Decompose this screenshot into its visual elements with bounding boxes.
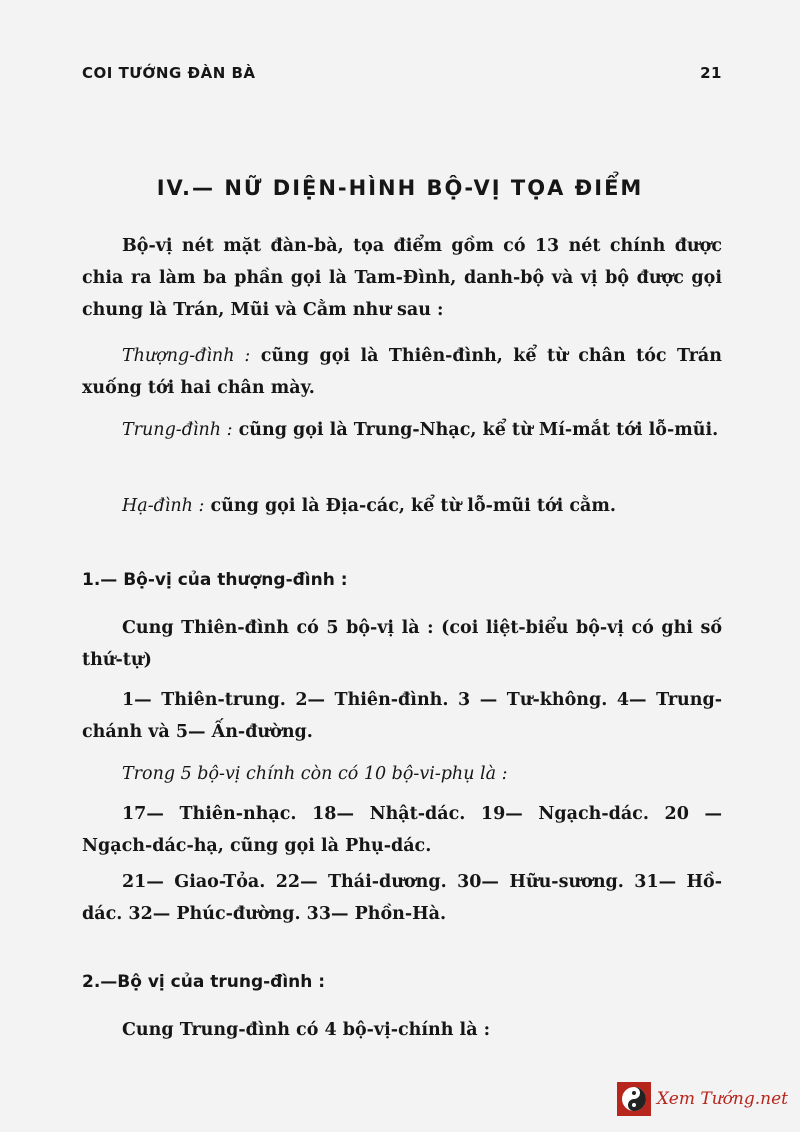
definition-term: Hạ-đình :	[122, 496, 205, 516]
section-1-paragraph-5: 21— Giao-Tỏa. 22— Thái-dương. 30— Hữu-sương. 31— Hồ-dác. 32— Phúc-đường. 33— Phồn-Hà.	[82, 872, 722, 924]
site-watermark	[617, 1082, 788, 1116]
section-1-paragraph-4: 17— Thiên-nhạc. 18— Nhật-dác. 19— Ngạch-dác. 20 — Ngạch-dác-hạ, cũng gọi là Phụ-dác.	[82, 804, 722, 856]
section-1-paragraph-2: 1— Thiên-trung. 2— Thiên-đình. 3 — Tư-không. 4— Trung-chánh và 5— Ấn-đường.	[82, 690, 722, 742]
definition-text: cũng gọi là Địa-các, kể từ lỗ-mũi tới cằm.	[204, 496, 616, 516]
definition-term: Trung-đình :	[122, 420, 233, 440]
yin-yang-icon	[617, 1082, 651, 1116]
chapter-title: IV.— NỮ DIỆN-HÌNH BỘ-VỊ TỌA ĐIỂM	[156, 176, 644, 200]
section-2-paragraph-1: Cung Trung-đình có 4 bộ-vị-chính là :	[122, 1020, 491, 1040]
page-header	[82, 64, 722, 82]
definition-text: cũng gọi là Thiên-đình, kể từ chân tóc Trán xuống tới hai chân mày.	[82, 346, 722, 398]
watermark-text: Xem Tướng.net	[656, 1089, 788, 1109]
intro-paragraph: Bộ-vị nét mặt đàn-bà, tọa điểm gồm có 13 nét chính được chia ra làm ba phần gọi là Tam-Đình, danh-bộ và vị bộ được gọi chung là Trán, Mũi và Cằm như sau :	[82, 236, 722, 320]
section-2-heading: 2.—Bộ vị của trung-đình :	[82, 972, 326, 992]
definition-ha-dinh	[82, 490, 722, 522]
definition-text: cũng gọi là Trung-Nhạc, kể từ Mí-mắt tới lỗ-mũi.	[232, 420, 719, 440]
definition-thuong-dinh	[82, 340, 722, 404]
definition-trung-dinh	[82, 414, 722, 446]
section-1-paragraph-3: Trong 5 bộ-vị chính còn có 10 bộ-vi-phụ là :	[122, 764, 508, 784]
definition-term: Thượng-đình :	[122, 346, 251, 366]
running-title: COI TƯỚNG ĐÀN BÀ	[82, 64, 256, 82]
section-1-paragraph-1: Cung Thiên-đình có 5 bộ-vị là : (coi liệt-biểu bộ-vị có ghi số thứ-tự)	[82, 618, 722, 670]
section-1-heading: 1.— Bộ-vị của thượng-đình :	[82, 570, 348, 590]
page-number: 21	[700, 64, 722, 82]
